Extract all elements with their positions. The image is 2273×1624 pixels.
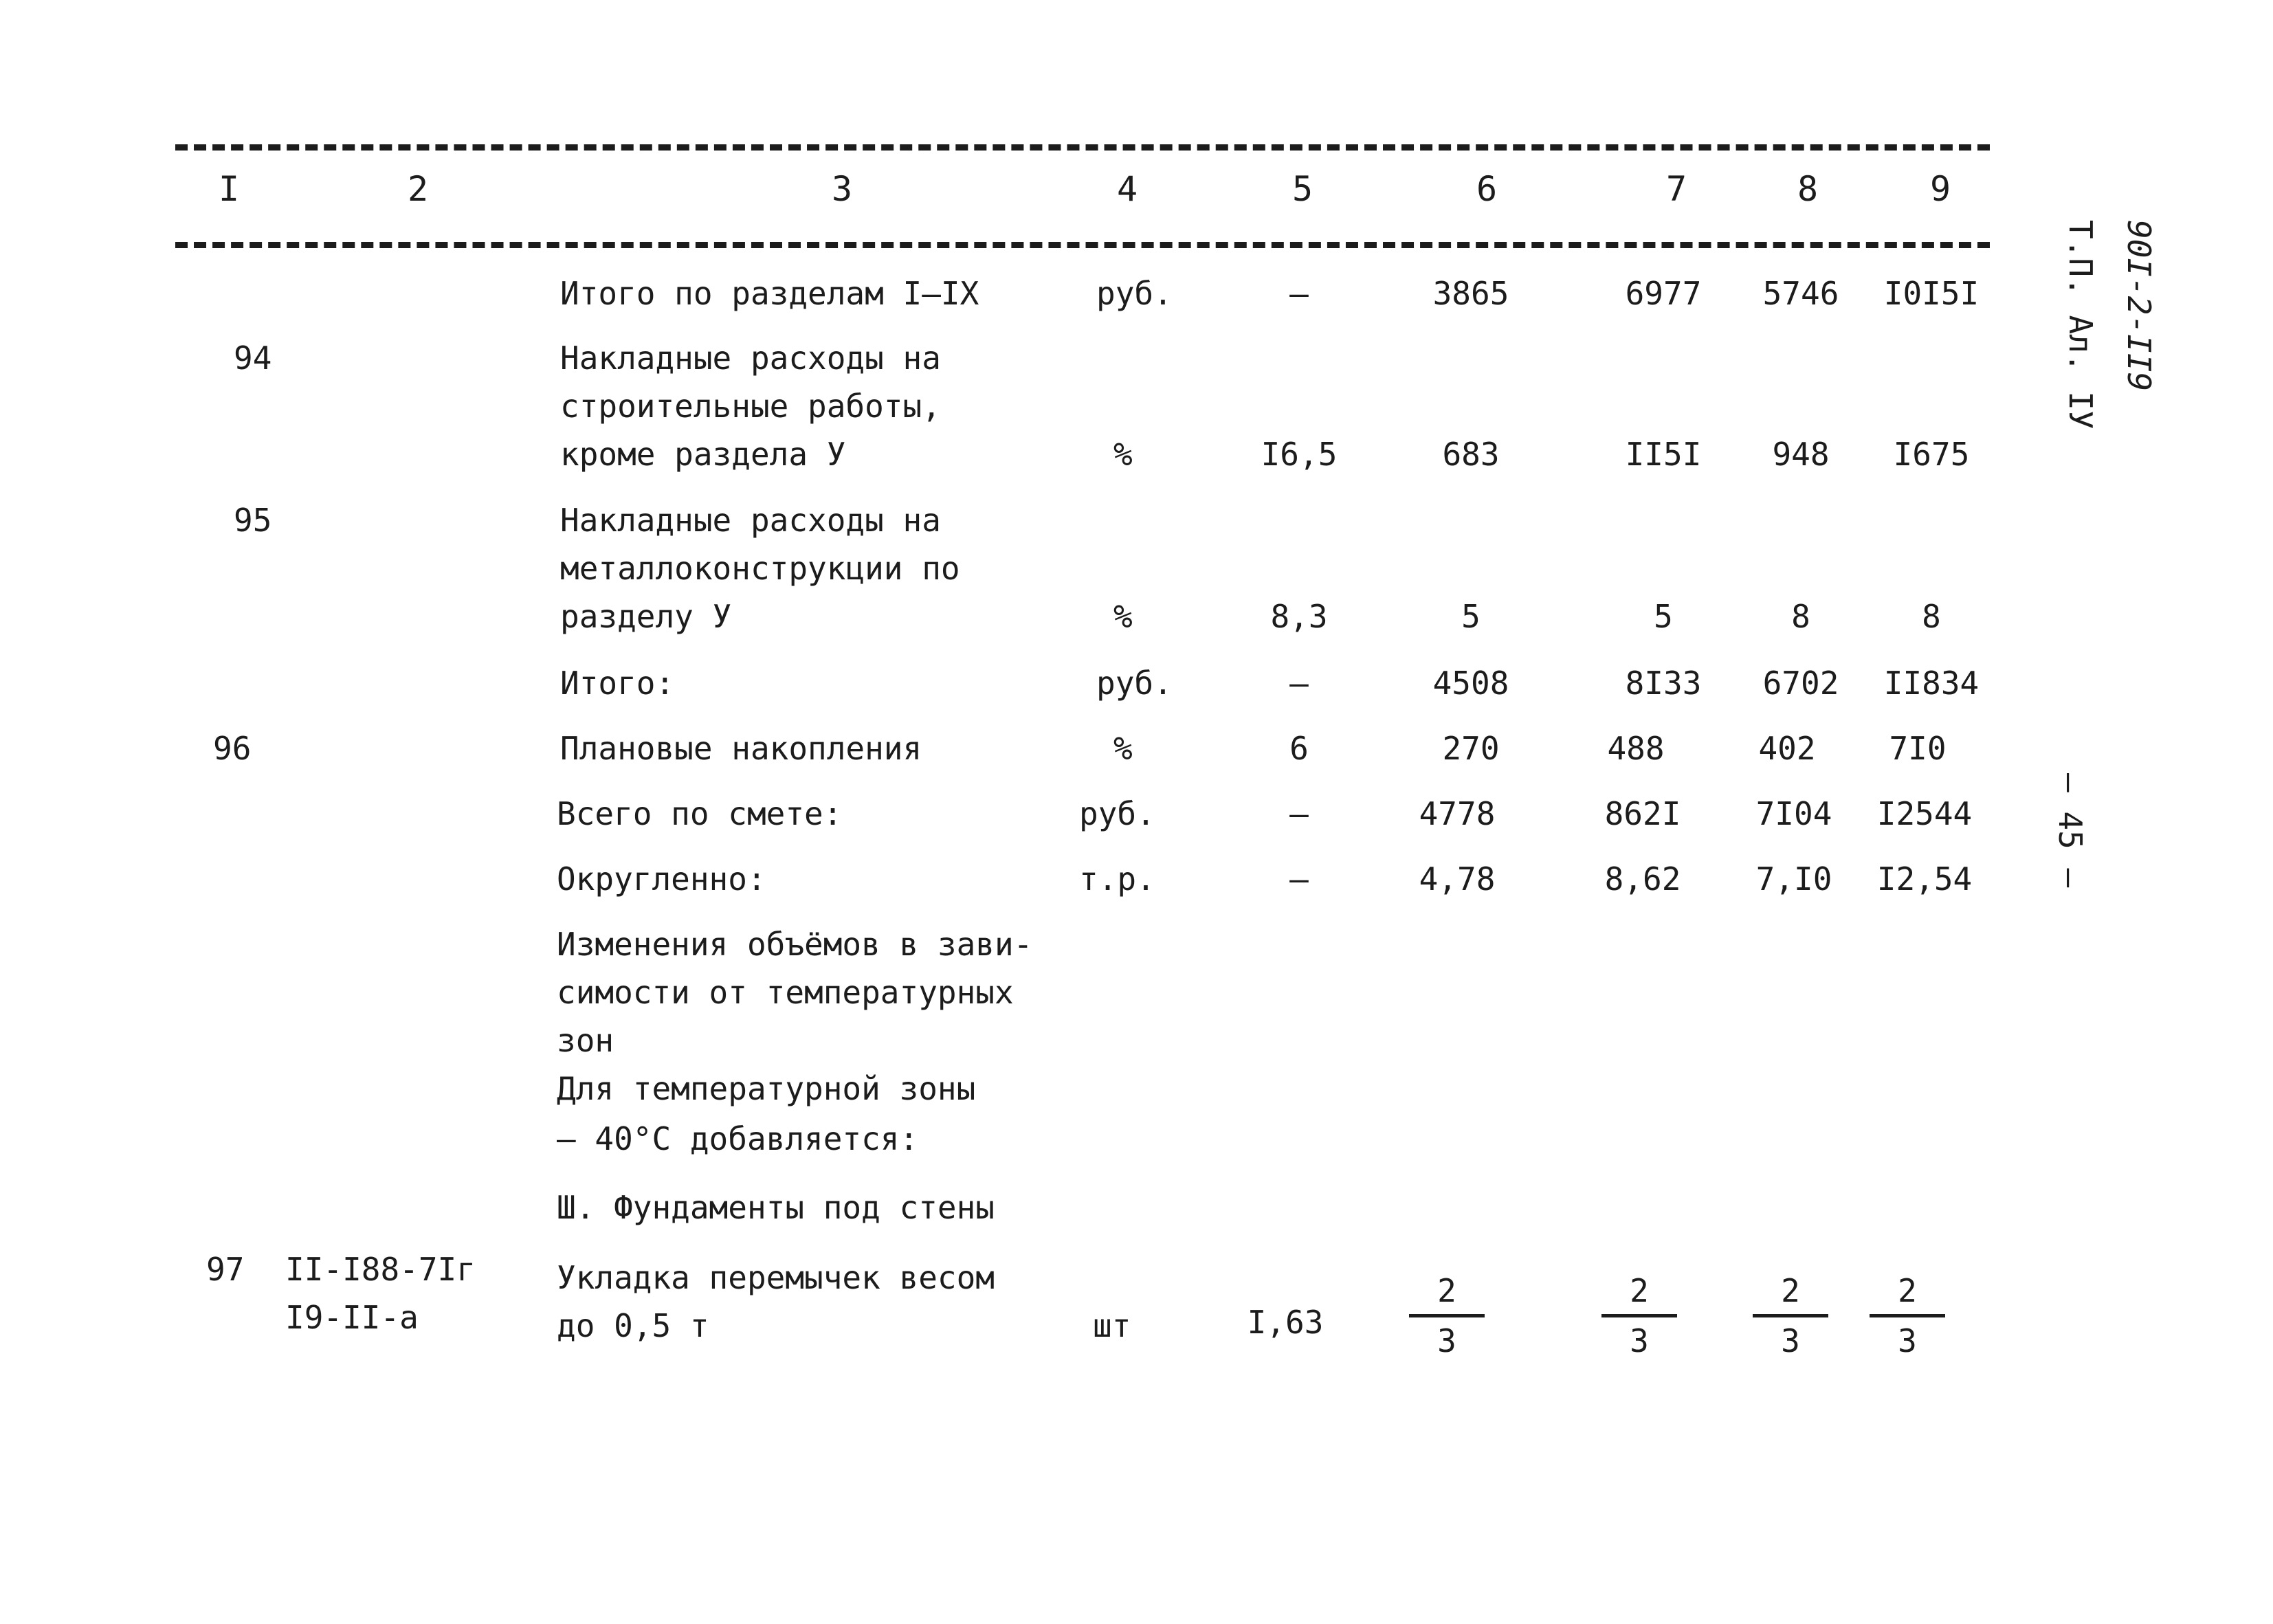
row-c5: – (1289, 860, 1309, 898)
row-c9: I0I5I (1883, 275, 1980, 312)
note-temperature: – 40°С добавляется: (557, 1120, 919, 1157)
row-c7: 6977 (1625, 275, 1702, 312)
row-unit: % (1113, 730, 1133, 767)
album-label: Т.П. Ал. IУ (2062, 220, 2099, 430)
row-unit: шт (1093, 1307, 1131, 1344)
col-header-2: 2 (408, 169, 429, 209)
row-c9: I2,54 (1876, 860, 1973, 898)
fraction-numerator: 2 (1781, 1272, 1800, 1309)
row-c8: 948 (1772, 436, 1830, 473)
row-c6: 4508 (1432, 665, 1509, 702)
col-header-6: 6 (1476, 169, 1498, 209)
page-number: – 45 – (2052, 773, 2089, 888)
fraction-bar (1870, 1314, 1945, 1317)
fraction-numerator: 2 (1898, 1272, 1917, 1309)
fraction-denominator: 3 (1898, 1322, 1917, 1359)
row-desc-line: разделу У (560, 598, 732, 635)
row-c9: 7I0 (1889, 730, 1947, 767)
fraction-denominator: 3 (1781, 1322, 1800, 1359)
row-desc: Плановые накопления (560, 730, 922, 767)
row-c8: 7,I0 (1755, 860, 1832, 898)
row-desc-line: кроме раздела У (560, 436, 846, 473)
row-c8: 6702 (1762, 665, 1839, 702)
row-desc-line: до 0,5 т (557, 1307, 709, 1344)
note-line: Для температурной зоны (557, 1070, 976, 1107)
row-c9: 8 (1922, 598, 1941, 635)
row-desc-line: Накладные расходы на (560, 502, 941, 539)
section-heading: Ш. Фундаменты под стены (557, 1189, 995, 1226)
row-c8: 8 (1791, 598, 1810, 635)
fraction-bar (1753, 1314, 1828, 1317)
row-c7: 488 (1607, 730, 1665, 767)
col-header-1: I (219, 169, 240, 209)
row-c5: 6 (1289, 730, 1309, 767)
row-c8: 402 (1758, 730, 1816, 767)
fraction-numerator: 2 (1630, 1272, 1649, 1309)
row-c5: 8,3 (1270, 598, 1328, 635)
row-c5: – (1289, 795, 1309, 832)
row-code-line: II-I88-7Iг (285, 1251, 476, 1288)
note-line: Изменения объёмов в зави- (557, 926, 1033, 963)
col-header-7: 7 (1666, 169, 1687, 209)
row-c6: 4778 (1419, 795, 1496, 832)
fraction-denominator: 3 (1630, 1322, 1649, 1359)
row-unit: т.р. (1079, 860, 1155, 898)
row-unit: % (1113, 436, 1133, 473)
row-desc: Всего по смете: (557, 795, 843, 832)
fraction-bar (1601, 1314, 1677, 1317)
row-c7: II5I (1625, 436, 1702, 473)
row-c6: 5 (1461, 598, 1481, 635)
row-number: 96 (213, 730, 252, 767)
row-unit: % (1113, 598, 1133, 635)
row-c5: I6,5 (1261, 436, 1338, 473)
col-header-4: 4 (1117, 169, 1138, 209)
col-header-9: 9 (1930, 169, 1951, 209)
row-desc: Итого: (560, 665, 675, 702)
header-bottom-rule (175, 242, 1990, 248)
row-c9: II834 (1883, 665, 1980, 702)
row-desc: Итого по разделам I–IX (560, 275, 979, 312)
row-c8: 5746 (1762, 275, 1839, 312)
row-desc-line: Укладка перемычек весом (557, 1259, 995, 1296)
row-c6: 4,78 (1419, 860, 1496, 898)
row-desc-line: Накладные расходы на (560, 340, 941, 377)
col-header-5: 5 (1292, 169, 1313, 209)
row-c7: 862I (1604, 795, 1681, 832)
fraction-numerator: 2 (1437, 1272, 1456, 1309)
row-number: 97 (206, 1251, 245, 1288)
document-code: 90I-2-II9 (2120, 220, 2158, 392)
row-c7: 8,62 (1604, 860, 1681, 898)
row-c9: I675 (1893, 436, 1970, 473)
row-c6: 270 (1442, 730, 1500, 767)
row-unit: руб. (1096, 275, 1173, 312)
col-header-8: 8 (1797, 169, 1819, 209)
row-desc-line: металлоконструкции по (560, 550, 960, 587)
row-desc-line: строительные работы, (560, 388, 941, 425)
row-c7: 8I33 (1625, 665, 1702, 702)
fraction-bar (1409, 1314, 1485, 1317)
row-unit: руб. (1079, 795, 1155, 832)
fraction-denominator: 3 (1437, 1322, 1456, 1359)
row-c5: – (1289, 275, 1309, 312)
row-c6: 3865 (1432, 275, 1509, 312)
row-c8: 7I04 (1755, 795, 1832, 832)
row-number: 95 (234, 502, 272, 539)
note-line: зон (557, 1022, 614, 1059)
row-c7: 5 (1654, 598, 1673, 635)
row-desc: Округленно: (557, 860, 766, 898)
row-c6: 683 (1442, 436, 1500, 473)
col-header-3: 3 (832, 169, 853, 209)
row-c9: I2544 (1876, 795, 1973, 832)
fraction-col8 (1746, 1271, 1835, 1360)
row-code-line: I9-II-а (285, 1299, 419, 1336)
fraction-col9 (1863, 1271, 1952, 1360)
row-c5: – (1289, 665, 1309, 702)
fraction-col6 (1402, 1271, 1492, 1360)
row-unit: руб. (1096, 665, 1173, 702)
row-number: 94 (234, 340, 272, 377)
row-c5: I,63 (1247, 1304, 1324, 1341)
header-top-rule (175, 144, 1990, 151)
fraction-col7 (1595, 1271, 1684, 1360)
note-line: симости от температурных (557, 974, 1014, 1011)
